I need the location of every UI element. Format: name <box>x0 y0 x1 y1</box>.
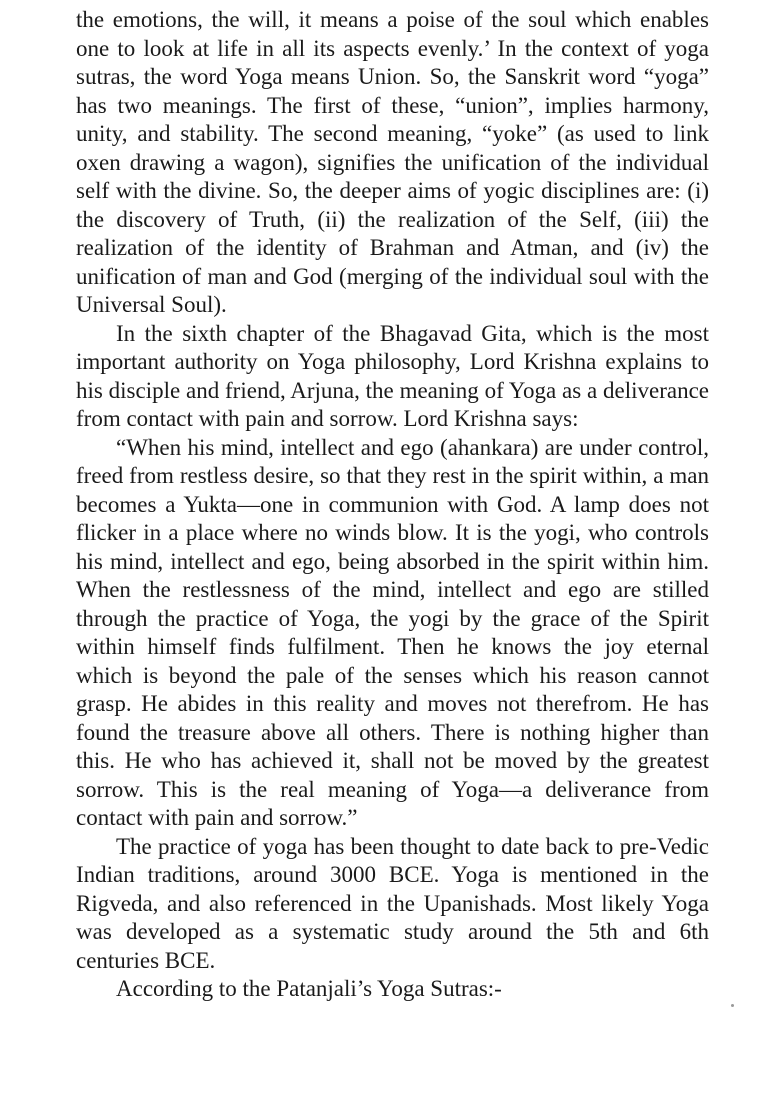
paragraph-patanjali-intro: According to the Patanjali’s Yoga Sutras:- <box>116 976 502 1001</box>
page-body <box>76 6 709 1004</box>
paragraph-krishna-quote: “When his mind, intellect and ego (ahankara) are under control, freed from restless desire, so that they rest in the spirit within, a man becomes a Yukta—one in communion with God. A lamp does not flicker in a place where no winds blow. It is the yogi, who controls his mind, intellect and ego, being absorbed in the spirit within him. When the restlessness of the mind, intellect and ego are stilled through the practice of Yoga, the yogi by the grace of the Spirit within himself finds fulfilment. Then he knows the joy eternal which is beyond the pale of the senses which his reason cannot grasp. He abides in this reality and moves not therefrom. He has found the treasure above all others. There is nothing higher than this. He who has achieved it, shall not be moved by the greatest sorrow. This is the real meaning of Yoga—a deliverance from contact with pain and sorrow.” <box>76 434 709 830</box>
paragraph-bhagavad-gita: In the sixth chapter of the Bhagavad Gita, which is the most important authority on Yoga philosophy, Lord Krishna explains to his disciple and friend, Arjuna, the meaning of Yoga as a deliverance from contact with pain and sorrow. Lord Krishna says: <box>76 320 709 431</box>
paragraph-yoga-meaning: the emotions, the will, it means a poise of the soul which enables one to look at life in all its aspects evenly.’ In the context of yoga sutras, the word Yoga means Union. So, the Sanskrit word “yoga” has two meanings. The first of these, “union”, implies harmony, unity, and stability. The second meaning, “yoke” (as used to link oxen drawing a wagon), signifies the unification of the individual self with the divine. So, the deeper aims of yogic disciplines are: (i) the discovery of Truth, (ii) the realization of the Self, (iii) the realization of the identity of Brahman and Atman, and (iv) the unification of man and God (merging of the individual soul with the Universal Soul). <box>76 7 709 317</box>
paragraph-history: The practice of yoga has been thought to date back to pre-Vedic Indian traditions, around 3000 BCE. Yoga is mentioned in the Rigveda, and also referenced in the Upanishads. Most likely Yoga was developed as a systematic study around the 5th and 6th centuries BCE. <box>76 833 709 973</box>
scan-speck-decoration <box>731 1004 734 1007</box>
